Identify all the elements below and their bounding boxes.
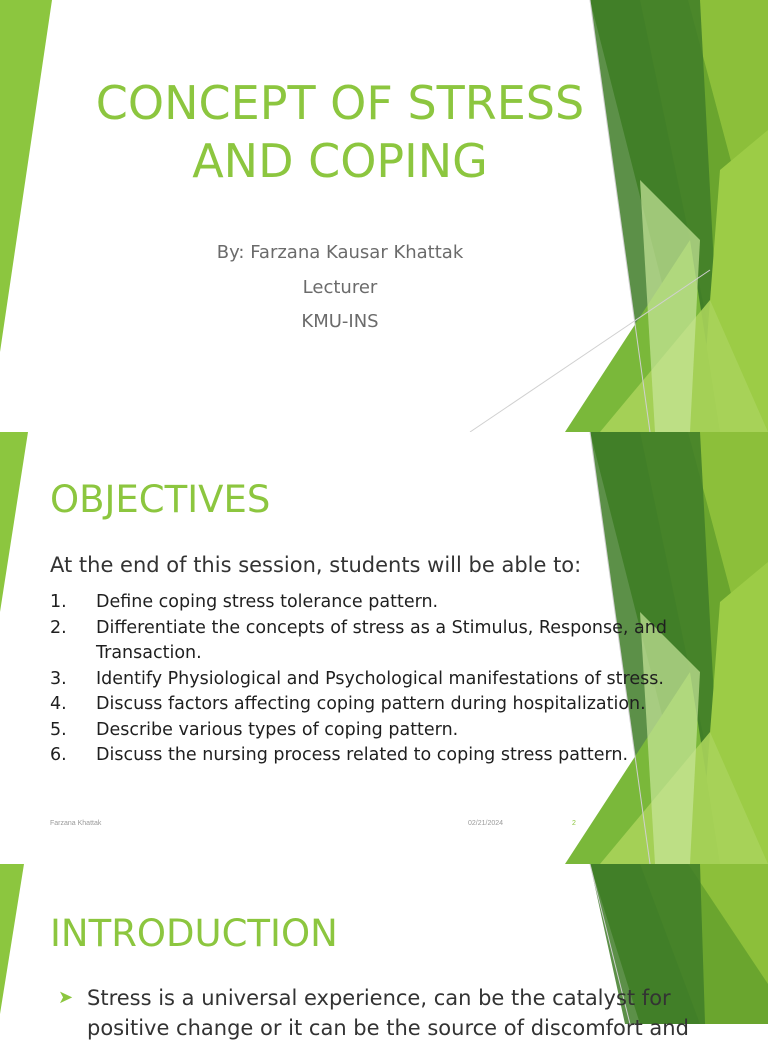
arrow-bullet-icon: ➤	[58, 987, 74, 1008]
author-name: By: Farzana Kausar Khattak	[216, 242, 464, 263]
list-text: Discuss the nursing process related to coping stress pattern.	[96, 745, 629, 765]
list-text: Differentiate the concepts of stress as a Stimulus, Response, and Transaction.	[96, 617, 667, 663]
introduction-bullet	[58, 983, 718, 1043]
author-institution: KMU-INS	[301, 311, 379, 332]
presentation-title	[60, 74, 620, 190]
introduction-heading: INTRODUCTION	[50, 912, 338, 955]
author-role: Lecturer	[302, 277, 378, 298]
list-text: Describe various types of coping pattern.	[96, 719, 459, 740]
objectives-intro: At the end of this session, students will be able to:	[50, 553, 582, 577]
list-item	[50, 590, 710, 616]
list-text: Identify Physiological and Psychological manifestations of stress.	[96, 668, 664, 689]
footer-date: 02/21/2024	[468, 820, 504, 827]
list-text: Define coping stress tolerance pattern.	[96, 592, 439, 612]
green-shapes-decoration	[0, 0, 768, 432]
list-item	[50, 667, 710, 693]
list-number: 5.	[50, 719, 67, 740]
list-text: Discuss factors affecting coping pattern during hospitalization.	[96, 694, 646, 714]
footer-author: Farzana Khattak	[50, 820, 102, 827]
title-line-1: CONCEPT OF STRESS	[95, 76, 585, 130]
list-item	[50, 692, 710, 718]
objectives-list	[50, 590, 710, 769]
list-number: 1.	[50, 592, 67, 612]
list-item	[50, 743, 710, 769]
list-item	[50, 718, 710, 744]
list-number: 4.	[50, 694, 67, 714]
list-number: 3.	[50, 668, 67, 689]
list-number: 2.	[50, 617, 67, 638]
list-number: 6.	[50, 745, 67, 765]
footer-page-number: 2	[572, 820, 576, 827]
slide-title	[0, 0, 768, 432]
title-line-2: AND COPING	[192, 134, 488, 188]
list-item	[50, 616, 710, 667]
objectives-heading: OBJECTIVES	[50, 478, 271, 521]
bullet-text: Stress is a universal experience, can be the catalyst for positive change or it can be the source of discomfort and	[87, 986, 689, 1040]
